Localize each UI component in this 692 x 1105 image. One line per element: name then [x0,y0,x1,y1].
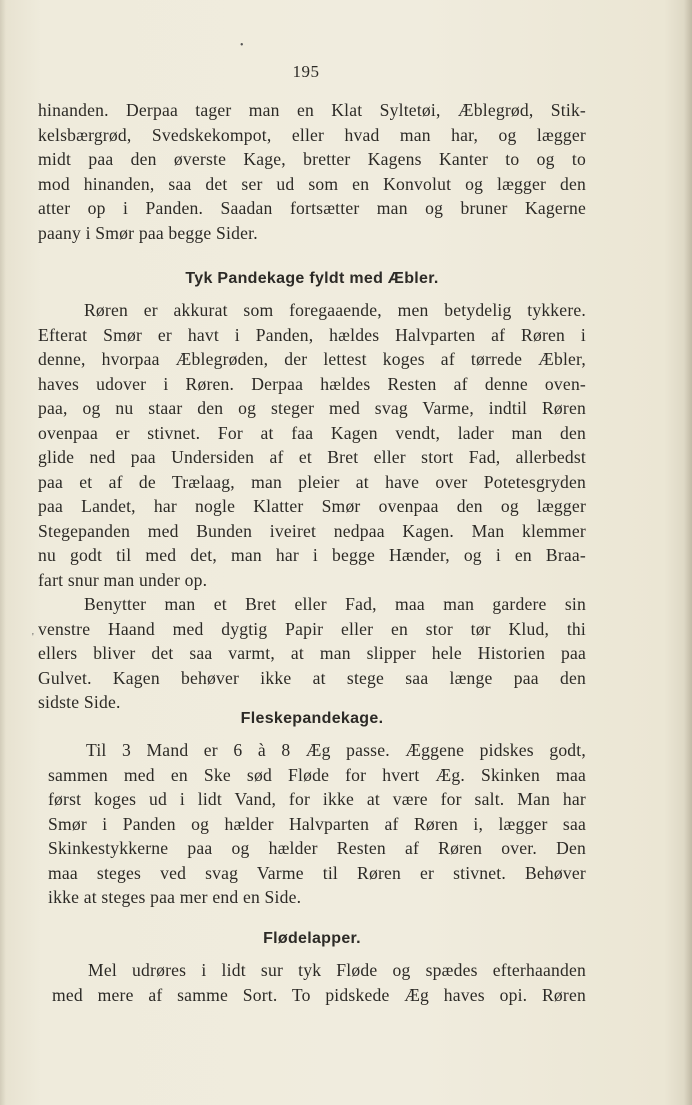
text-line: glide ned paa Undersiden af et Bret eller stort Fad, allerbedst [38,447,586,467]
paragraph-flodelapper [52,958,586,1007]
print-speck: ' [32,632,34,643]
text-line: ellers bliver det saa varmt, at man slipper hele Historien paa [38,643,586,663]
text-line: midt paa den øverste Kage, bretter Kagens Kanter to og to [38,149,586,169]
paragraph-fleskepandekage [48,738,586,910]
text-line: ikke at steges paa mer end en Side. [48,887,302,907]
text-line: paa Landet, har nogle Klatter Smør ovenpaa den og lægger [38,496,586,516]
text-line: atter op i Panden. Saadan fortsætter man og bruner Kagerne [38,198,586,218]
text-line: Gulvet. Kagen behøver ikke at stege saa længe paa den [38,667,586,688]
text-line: sammen med en Ske sød Fløde for hvert Æg. Skinken maa [48,764,586,785]
text-line: sidste Side. [38,692,121,712]
page-number: 195 [292,62,320,81]
text-line: Smør i Panden og hælder Halvparten af Røren i, lægger saa [48,813,586,834]
page-right-edge [684,0,692,1105]
text-line: venstre Haand med dygtig Papir eller en stor tør Klud, thi [38,618,586,639]
paragraph-intro [38,98,586,245]
page-left-edge [0,0,6,1105]
paragraph-tyk-pandekage [38,298,586,715]
text-line: nu godt til med det, man har i begge Hænder, og i en Braa- [38,545,586,565]
section-heading-fleskepandekage: Fleskepandekage. [240,710,384,727]
text-line: maa steges ved svag Varme til Røren er stivnet. Behøver [48,862,586,883]
text-line: Røren er akkurat som foregaaende, men betydelig tykkere. [84,300,586,320]
text-line: Skinkestykkerne paa og hælder Resten af Røren over. Den [48,838,586,858]
text-line: paa, og nu staar den og steger med svag Varme, indtil Røren [38,398,586,418]
print-speck: • [240,40,244,51]
text-line: med mere af samme Sort. To pidskede Æg haves opi. Røren [52,984,586,1005]
text-line: Mel udrøres i lidt sur tyk Fløde og spædes efterhaanden [88,960,586,980]
text-line: Til 3 Mand er 6 à 8 Æg passe. Æggene pidskes godt, [86,740,586,760]
text-line: denne, hvorpaa Æblegrøden, der lettest koges af tørrede Æbler, [38,349,586,369]
text-line: kelsbærgrød, Svedskekompot, eller hvad man har, og lægger [38,124,586,145]
text-line: haves udover i Røren. Derpaa hældes Resten af denne oven- [38,373,586,394]
text-line: Benytter man et Bret eller Fad, maa man gardere sin [84,594,586,614]
text-line: paa et af de Trælaag, man pleier at have over Potetesgryden [38,471,586,492]
text-line: Efterat Smør er havt i Panden, hældes Halvparten af Røren i [38,324,586,345]
text-line: paany i Smør paa begge Sider. [38,222,258,243]
text-line: fart snur man under op. [38,569,208,590]
text-line: først koges ud i lidt Vand, for ikke at være for salt. Man har [48,789,586,809]
text-line: mod hinanden, saa det ser ud som en Konvolut og lægger den [38,173,586,194]
text-line: ovenpaa er stivnet. For at faa Kagen vendt, lader man den [38,422,586,443]
text-line: Stegepanden med Bunden iveiret nedpaa Kagen. Man klemmer [38,520,586,541]
section-heading-tyk-pandekage: Tyk Pandekage fyldt med Æbler. [185,270,439,287]
section-heading-flodelapper: Flødelapper. [263,930,361,947]
text-line: hinanden. Derpaa tager man en Klat Syltetøi, Æblegrød, Stik- [38,100,586,120]
